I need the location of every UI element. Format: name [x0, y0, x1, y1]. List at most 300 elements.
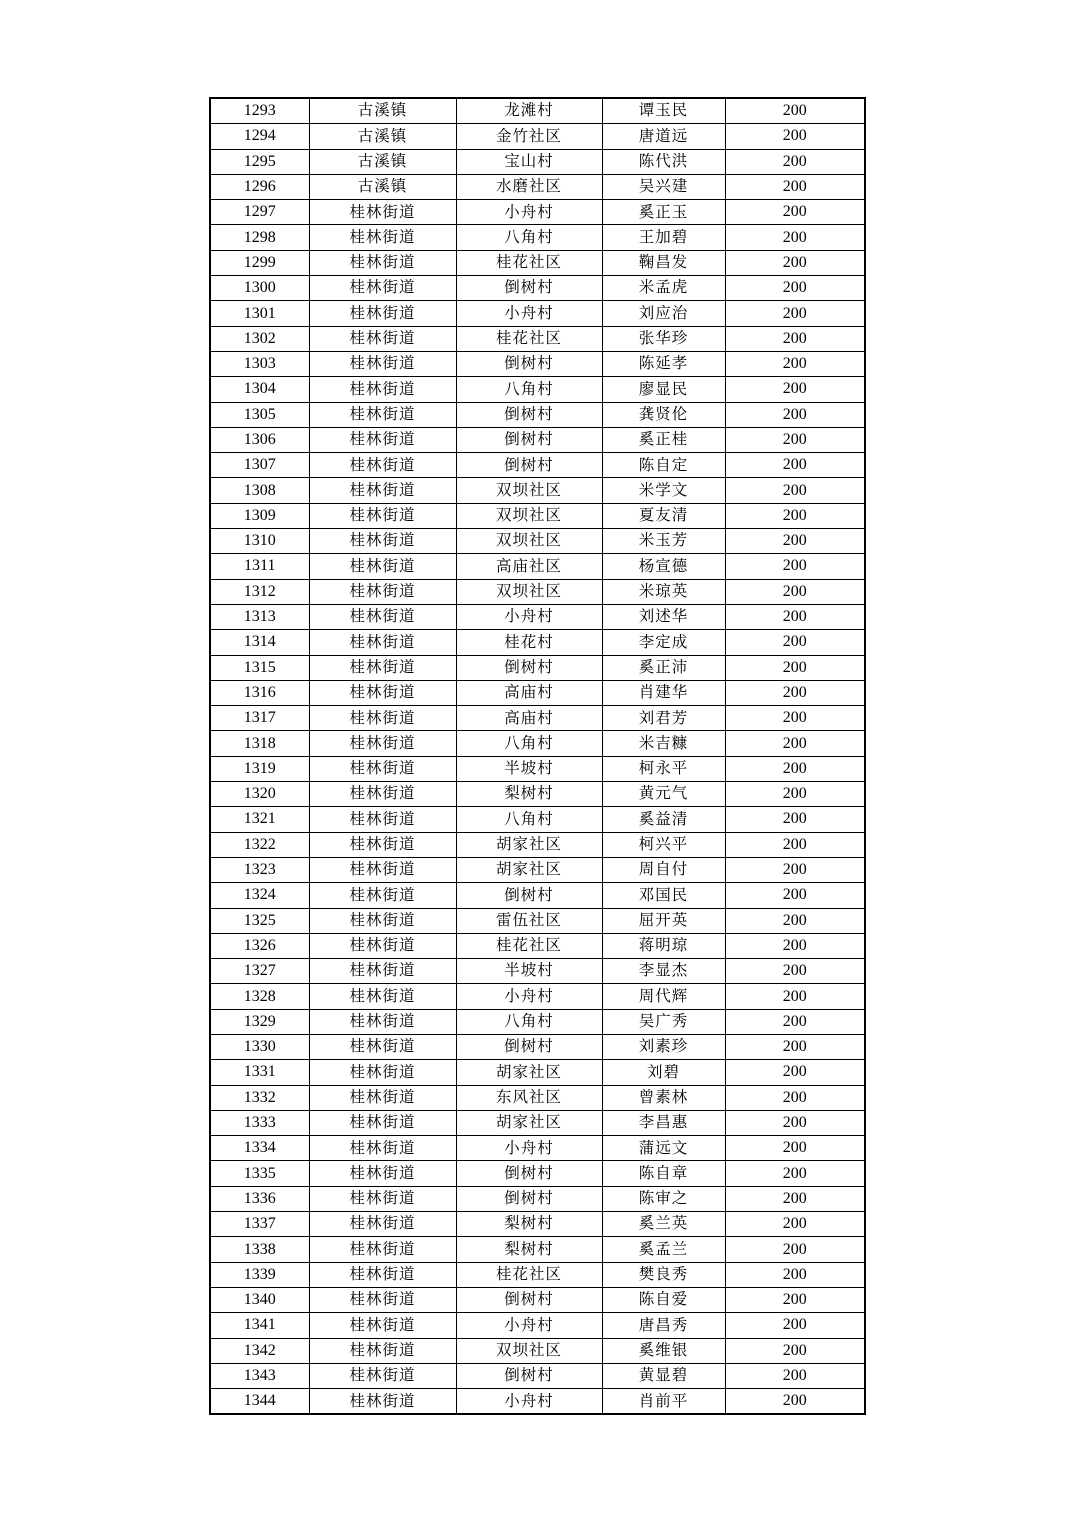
table-row	[210, 554, 865, 579]
amount-cell: 200	[725, 630, 865, 655]
table-row	[210, 756, 865, 781]
person-name-cell: 奚维银	[602, 1338, 725, 1363]
row-number-cell: 1325	[210, 908, 309, 933]
village-cell: 胡家社区	[456, 857, 602, 882]
table-row	[210, 579, 865, 604]
amount-cell: 200	[725, 503, 865, 528]
table-row	[210, 402, 865, 427]
village-cell: 龙滩村	[456, 98, 602, 124]
amount-cell: 200	[725, 174, 865, 199]
town-cell: 桂林街道	[309, 1212, 456, 1237]
table-row	[210, 276, 865, 301]
town-cell: 桂林街道	[309, 276, 456, 301]
row-number-cell: 1321	[210, 807, 309, 832]
row-number-cell: 1304	[210, 377, 309, 402]
amount-cell: 200	[725, 655, 865, 680]
person-name-cell: 陈延孝	[602, 351, 725, 376]
person-name-cell: 陈审之	[602, 1186, 725, 1211]
town-cell: 桂林街道	[309, 225, 456, 250]
town-cell: 桂林街道	[309, 579, 456, 604]
amount-cell: 200	[725, 579, 865, 604]
town-cell: 桂林街道	[309, 1186, 456, 1211]
amount-cell: 200	[725, 959, 865, 984]
person-name-cell: 陈自定	[602, 453, 725, 478]
table-row	[210, 1136, 865, 1161]
person-name-cell: 刘应治	[602, 301, 725, 326]
amount-cell: 200	[725, 1313, 865, 1338]
town-cell: 桂林街道	[309, 529, 456, 554]
row-number-cell: 1330	[210, 1034, 309, 1059]
row-number-cell: 1300	[210, 276, 309, 301]
row-number-cell: 1334	[210, 1136, 309, 1161]
town-cell: 桂林街道	[309, 680, 456, 705]
town-cell: 桂林街道	[309, 655, 456, 680]
person-name-cell: 王加碧	[602, 225, 725, 250]
row-number-cell: 1328	[210, 984, 309, 1009]
table-row	[210, 98, 865, 124]
town-cell: 桂林街道	[309, 200, 456, 225]
person-name-cell: 邓国民	[602, 883, 725, 908]
village-cell: 八角村	[456, 377, 602, 402]
amount-cell: 200	[725, 883, 865, 908]
table-row	[210, 351, 865, 376]
amount-cell: 200	[725, 326, 865, 351]
table-row	[210, 377, 865, 402]
village-cell: 双坝社区	[456, 579, 602, 604]
village-cell: 双坝社区	[456, 1338, 602, 1363]
town-cell: 桂林街道	[309, 503, 456, 528]
town-cell: 桂林街道	[309, 908, 456, 933]
amount-cell: 200	[725, 782, 865, 807]
amount-cell: 200	[725, 1389, 865, 1415]
table-row	[210, 883, 865, 908]
person-name-cell: 奚正沛	[602, 655, 725, 680]
row-number-cell: 1323	[210, 857, 309, 882]
row-number-cell: 1302	[210, 326, 309, 351]
table-row	[210, 731, 865, 756]
row-number-cell: 1337	[210, 1212, 309, 1237]
village-cell: 金竹社区	[456, 124, 602, 149]
person-name-cell: 周自付	[602, 857, 725, 882]
table-row	[210, 225, 865, 250]
row-number-cell: 1324	[210, 883, 309, 908]
roster-table	[209, 97, 866, 1415]
table-row	[210, 1060, 865, 1085]
town-cell: 桂林街道	[309, 706, 456, 731]
amount-cell: 200	[725, 1060, 865, 1085]
village-cell: 双坝社区	[456, 478, 602, 503]
table-row	[210, 1186, 865, 1211]
person-name-cell: 唐昌秀	[602, 1313, 725, 1338]
row-number-cell: 1297	[210, 200, 309, 225]
village-cell: 倒树村	[456, 427, 602, 452]
person-name-cell: 米琼英	[602, 579, 725, 604]
person-name-cell: 吴兴建	[602, 174, 725, 199]
town-cell: 桂林街道	[309, 984, 456, 1009]
town-cell: 桂林街道	[309, 731, 456, 756]
village-cell: 倒树村	[456, 351, 602, 376]
table-row	[210, 680, 865, 705]
person-name-cell: 米玉芳	[602, 529, 725, 554]
person-name-cell: 陈自爱	[602, 1287, 725, 1312]
amount-cell: 200	[725, 301, 865, 326]
row-number-cell: 1342	[210, 1338, 309, 1363]
person-name-cell: 黄显碧	[602, 1363, 725, 1388]
amount-cell: 200	[725, 1136, 865, 1161]
person-name-cell: 肖建华	[602, 680, 725, 705]
village-cell: 倒树村	[456, 453, 602, 478]
table-row	[210, 503, 865, 528]
person-name-cell: 杨宣德	[602, 554, 725, 579]
table-row	[210, 1262, 865, 1287]
amount-cell: 200	[725, 98, 865, 124]
town-cell: 桂林街道	[309, 250, 456, 275]
town-cell: 桂林街道	[309, 857, 456, 882]
town-cell: 古溪镇	[309, 98, 456, 124]
person-name-cell: 陈代洪	[602, 149, 725, 174]
town-cell: 桂林街道	[309, 933, 456, 958]
village-cell: 小舟村	[456, 1313, 602, 1338]
town-cell: 桂林街道	[309, 959, 456, 984]
row-number-cell: 1336	[210, 1186, 309, 1211]
amount-cell: 200	[725, 250, 865, 275]
village-cell: 高庙村	[456, 680, 602, 705]
amount-cell: 200	[725, 731, 865, 756]
table-row	[210, 1363, 865, 1388]
row-number-cell: 1316	[210, 680, 309, 705]
table-row	[210, 857, 865, 882]
village-cell: 桂花村	[456, 630, 602, 655]
amount-cell: 200	[725, 276, 865, 301]
village-cell: 胡家社区	[456, 832, 602, 857]
village-cell: 水磨社区	[456, 174, 602, 199]
amount-cell: 200	[725, 908, 865, 933]
town-cell: 桂林街道	[309, 1313, 456, 1338]
village-cell: 双坝社区	[456, 529, 602, 554]
village-cell: 小舟村	[456, 1389, 602, 1415]
amount-cell: 200	[725, 1161, 865, 1186]
amount-cell: 200	[725, 554, 865, 579]
person-name-cell: 奚正桂	[602, 427, 725, 452]
village-cell: 桂花社区	[456, 1262, 602, 1287]
row-number-cell: 1340	[210, 1287, 309, 1312]
town-cell: 桂林街道	[309, 1110, 456, 1135]
person-name-cell: 曾素林	[602, 1085, 725, 1110]
table-row	[210, 1110, 865, 1135]
town-cell: 桂林街道	[309, 1262, 456, 1287]
amount-cell: 200	[725, 402, 865, 427]
row-number-cell: 1335	[210, 1161, 309, 1186]
table-row	[210, 933, 865, 958]
row-number-cell: 1343	[210, 1363, 309, 1388]
person-name-cell: 柯兴平	[602, 832, 725, 857]
amount-cell: 200	[725, 351, 865, 376]
person-name-cell: 蒋明琼	[602, 933, 725, 958]
town-cell: 桂林街道	[309, 1034, 456, 1059]
person-name-cell: 李显杰	[602, 959, 725, 984]
town-cell: 桂林街道	[309, 1060, 456, 1085]
table-row	[210, 959, 865, 984]
village-cell: 倒树村	[456, 1186, 602, 1211]
table-row	[210, 1389, 865, 1415]
town-cell: 桂林街道	[309, 630, 456, 655]
town-cell: 桂林街道	[309, 604, 456, 629]
table-row	[210, 832, 865, 857]
town-cell: 桂林街道	[309, 351, 456, 376]
amount-cell: 200	[725, 200, 865, 225]
person-name-cell: 陈自章	[602, 1161, 725, 1186]
row-number-cell: 1341	[210, 1313, 309, 1338]
amount-cell: 200	[725, 149, 865, 174]
table-row	[210, 149, 865, 174]
table-row	[210, 1338, 865, 1363]
person-name-cell: 周代辉	[602, 984, 725, 1009]
village-cell: 桂花社区	[456, 250, 602, 275]
row-number-cell: 1312	[210, 579, 309, 604]
table-row	[210, 1009, 865, 1034]
table-row	[210, 1313, 865, 1338]
table-row	[210, 706, 865, 731]
row-number-cell: 1332	[210, 1085, 309, 1110]
row-number-cell: 1315	[210, 655, 309, 680]
person-name-cell: 蒲远文	[602, 1136, 725, 1161]
row-number-cell: 1327	[210, 959, 309, 984]
town-cell: 桂林街道	[309, 756, 456, 781]
amount-cell: 200	[725, 1363, 865, 1388]
table-row	[210, 1034, 865, 1059]
village-cell: 倒树村	[456, 402, 602, 427]
person-name-cell: 米吉糠	[602, 731, 725, 756]
table-row	[210, 427, 865, 452]
amount-cell: 200	[725, 1186, 865, 1211]
person-name-cell: 肖前平	[602, 1389, 725, 1415]
village-cell: 小舟村	[456, 301, 602, 326]
town-cell: 桂林街道	[309, 782, 456, 807]
person-name-cell: 龚贤伦	[602, 402, 725, 427]
table-row	[210, 174, 865, 199]
person-name-cell: 米孟虎	[602, 276, 725, 301]
village-cell: 小舟村	[456, 1136, 602, 1161]
amount-cell: 200	[725, 1338, 865, 1363]
row-number-cell: 1301	[210, 301, 309, 326]
town-cell: 桂林街道	[309, 1363, 456, 1388]
row-number-cell: 1344	[210, 1389, 309, 1415]
row-number-cell: 1314	[210, 630, 309, 655]
table-row	[210, 478, 865, 503]
amount-cell: 200	[725, 427, 865, 452]
town-cell: 桂林街道	[309, 478, 456, 503]
amount-cell: 200	[725, 1287, 865, 1312]
town-cell: 桂林街道	[309, 453, 456, 478]
town-cell: 桂林街道	[309, 883, 456, 908]
row-number-cell: 1329	[210, 1009, 309, 1034]
amount-cell: 200	[725, 706, 865, 731]
village-cell: 双坝社区	[456, 503, 602, 528]
amount-cell: 200	[725, 1009, 865, 1034]
person-name-cell: 奚孟兰	[602, 1237, 725, 1262]
person-name-cell: 夏友清	[602, 503, 725, 528]
amount-cell: 200	[725, 1110, 865, 1135]
person-name-cell: 张华珍	[602, 326, 725, 351]
town-cell: 桂林街道	[309, 554, 456, 579]
row-number-cell: 1296	[210, 174, 309, 199]
row-number-cell: 1320	[210, 782, 309, 807]
person-name-cell: 刘述华	[602, 604, 725, 629]
row-number-cell: 1313	[210, 604, 309, 629]
table-row	[210, 655, 865, 680]
amount-cell: 200	[725, 1085, 865, 1110]
amount-cell: 200	[725, 478, 865, 503]
table-row	[210, 807, 865, 832]
amount-cell: 200	[725, 807, 865, 832]
town-cell: 桂林街道	[309, 1085, 456, 1110]
table-row	[210, 1212, 865, 1237]
village-cell: 倒树村	[456, 1034, 602, 1059]
amount-cell: 200	[725, 680, 865, 705]
village-cell: 半坡村	[456, 959, 602, 984]
row-number-cell: 1317	[210, 706, 309, 731]
town-cell: 桂林街道	[309, 326, 456, 351]
row-number-cell: 1308	[210, 478, 309, 503]
table-row	[210, 301, 865, 326]
town-cell: 桂林街道	[309, 377, 456, 402]
village-cell: 倒树村	[456, 1287, 602, 1312]
table-row	[210, 1287, 865, 1312]
person-name-cell: 谭玉民	[602, 98, 725, 124]
person-name-cell: 刘君芳	[602, 706, 725, 731]
town-cell: 桂林街道	[309, 807, 456, 832]
row-number-cell: 1311	[210, 554, 309, 579]
village-cell: 倒树村	[456, 883, 602, 908]
amount-cell: 200	[725, 933, 865, 958]
village-cell: 东风社区	[456, 1085, 602, 1110]
town-cell: 桂林街道	[309, 1237, 456, 1262]
row-number-cell: 1307	[210, 453, 309, 478]
town-cell: 桂林街道	[309, 1009, 456, 1034]
village-cell: 倒树村	[456, 655, 602, 680]
village-cell: 八角村	[456, 225, 602, 250]
row-number-cell: 1326	[210, 933, 309, 958]
amount-cell: 200	[725, 529, 865, 554]
village-cell: 梨树村	[456, 1237, 602, 1262]
person-name-cell: 奚益清	[602, 807, 725, 832]
amount-cell: 200	[725, 832, 865, 857]
village-cell: 胡家社区	[456, 1110, 602, 1135]
town-cell: 桂林街道	[309, 1136, 456, 1161]
table-row	[210, 604, 865, 629]
amount-cell: 200	[725, 453, 865, 478]
person-name-cell: 刘碧	[602, 1060, 725, 1085]
person-name-cell: 柯永平	[602, 756, 725, 781]
person-name-cell: 鞠昌发	[602, 250, 725, 275]
village-cell: 八角村	[456, 731, 602, 756]
person-name-cell: 奚正玉	[602, 200, 725, 225]
row-number-cell: 1310	[210, 529, 309, 554]
person-name-cell: 唐道远	[602, 124, 725, 149]
row-number-cell: 1339	[210, 1262, 309, 1287]
table-row	[210, 200, 865, 225]
village-cell: 桂花社区	[456, 326, 602, 351]
amount-cell: 200	[725, 124, 865, 149]
amount-cell: 200	[725, 1262, 865, 1287]
village-cell: 雷伍社区	[456, 908, 602, 933]
amount-cell: 200	[725, 377, 865, 402]
row-number-cell: 1298	[210, 225, 309, 250]
town-cell: 桂林街道	[309, 402, 456, 427]
person-name-cell: 吴广秀	[602, 1009, 725, 1034]
row-number-cell: 1333	[210, 1110, 309, 1135]
person-name-cell: 米学文	[602, 478, 725, 503]
town-cell: 桂林街道	[309, 427, 456, 452]
person-name-cell: 李昌惠	[602, 1110, 725, 1135]
town-cell: 桂林街道	[309, 1338, 456, 1363]
person-name-cell: 樊良秀	[602, 1262, 725, 1287]
village-cell: 倒树村	[456, 1161, 602, 1186]
table-row	[210, 250, 865, 275]
row-number-cell: 1306	[210, 427, 309, 452]
town-cell: 桂林街道	[309, 1161, 456, 1186]
table-row	[210, 1085, 865, 1110]
row-number-cell: 1295	[210, 149, 309, 174]
village-cell: 高庙村	[456, 706, 602, 731]
row-number-cell: 1318	[210, 731, 309, 756]
town-cell: 桂林街道	[309, 832, 456, 857]
row-number-cell: 1303	[210, 351, 309, 376]
person-name-cell: 李定成	[602, 630, 725, 655]
row-number-cell: 1293	[210, 98, 309, 124]
village-cell: 小舟村	[456, 984, 602, 1009]
town-cell: 古溪镇	[309, 149, 456, 174]
amount-cell: 200	[725, 1237, 865, 1262]
table-row	[210, 1237, 865, 1262]
table-row	[210, 782, 865, 807]
table-row	[210, 326, 865, 351]
person-name-cell: 黄元气	[602, 782, 725, 807]
amount-cell: 200	[725, 1212, 865, 1237]
town-cell: 桂林街道	[309, 301, 456, 326]
row-number-cell: 1338	[210, 1237, 309, 1262]
village-cell: 小舟村	[456, 200, 602, 225]
village-cell: 梨树村	[456, 1212, 602, 1237]
roster-table-body	[210, 98, 865, 1414]
table-row	[210, 908, 865, 933]
amount-cell: 200	[725, 984, 865, 1009]
village-cell: 八角村	[456, 807, 602, 832]
row-number-cell: 1294	[210, 124, 309, 149]
village-cell: 倒树村	[456, 1363, 602, 1388]
person-name-cell: 屈开英	[602, 908, 725, 933]
table-row	[210, 453, 865, 478]
row-number-cell: 1299	[210, 250, 309, 275]
table-row	[210, 984, 865, 1009]
amount-cell: 200	[725, 756, 865, 781]
person-name-cell: 刘素珍	[602, 1034, 725, 1059]
town-cell: 古溪镇	[309, 174, 456, 199]
village-cell: 高庙社区	[456, 554, 602, 579]
table-row	[210, 630, 865, 655]
row-number-cell: 1331	[210, 1060, 309, 1085]
village-cell: 宝山村	[456, 149, 602, 174]
table-row	[210, 529, 865, 554]
person-name-cell: 奚兰英	[602, 1212, 725, 1237]
amount-cell: 200	[725, 1034, 865, 1059]
village-cell: 半坡村	[456, 756, 602, 781]
amount-cell: 200	[725, 225, 865, 250]
table-row	[210, 1161, 865, 1186]
village-cell: 梨树村	[456, 782, 602, 807]
town-cell: 古溪镇	[309, 124, 456, 149]
row-number-cell: 1305	[210, 402, 309, 427]
